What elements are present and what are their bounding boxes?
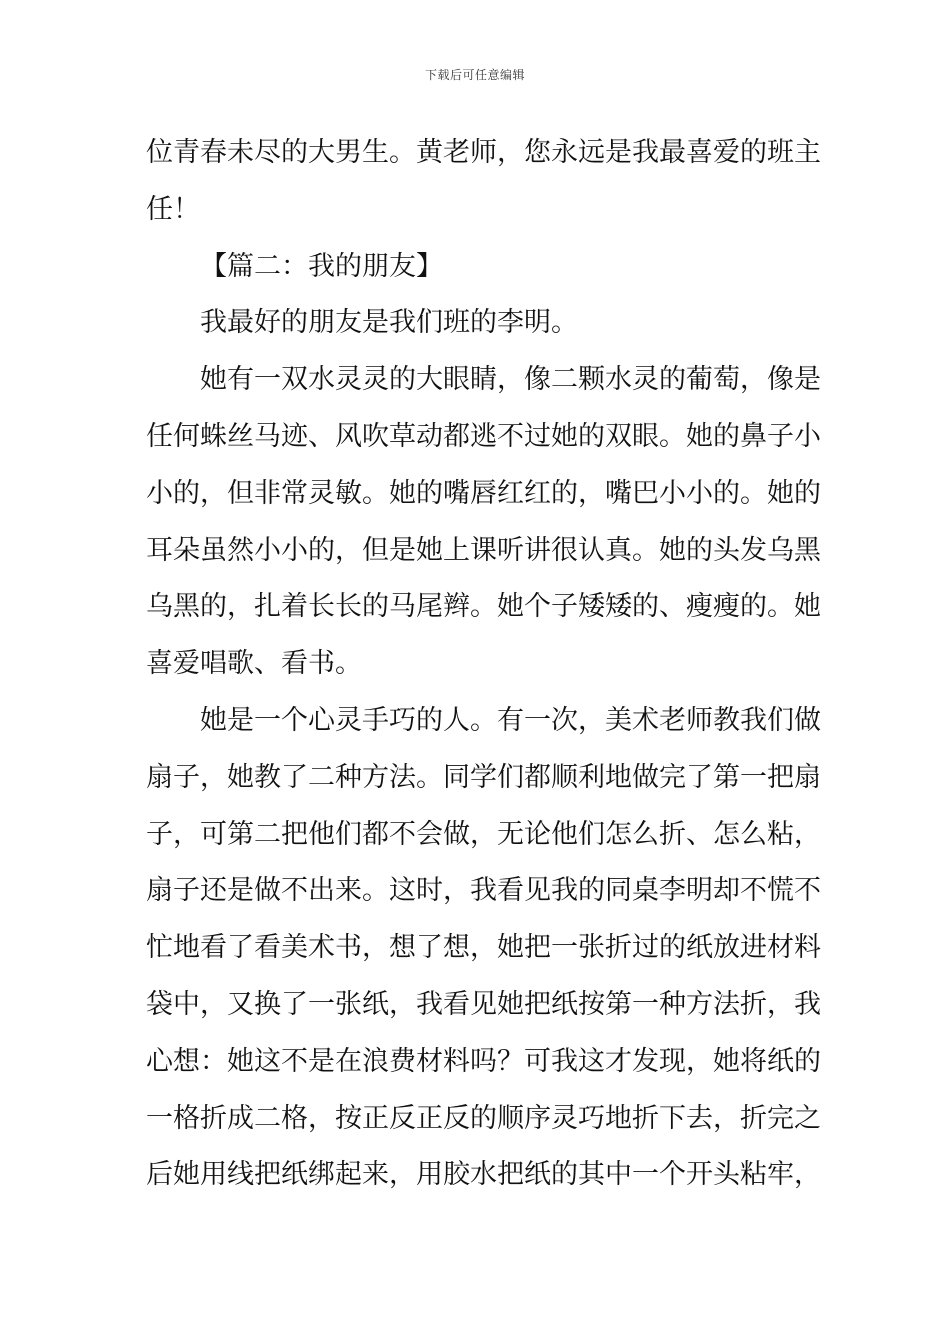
text-line: 耳朵虽然小小的，但是她上课听讲很认真。她的头发乌黑 xyxy=(146,534,821,566)
text-line: 我最好的朋友是我们班的李明。 xyxy=(200,307,578,339)
text-line: 扇子，她教了二种方法。同学们都顺利地做完了第一把扇 xyxy=(146,761,821,793)
text-line: 忙地看了看美术书，想了想，她把一张折过的纸放进材料 xyxy=(146,932,821,964)
text-line: 位青春未尽的大男生。黄老师，您永远是我最喜爱的班主 xyxy=(146,137,821,168)
text-line: 喜爱唱歌、看书。 xyxy=(146,648,362,680)
text-line: 任何蛛丝马迹、风吹草动都逃不过她的双眼。她的鼻子小 xyxy=(146,420,821,452)
text-line: 子，可第二把他们都不会做，无论他们怎么折、怎么粘， xyxy=(146,818,821,850)
text-line: 【篇二：我的朋友】 xyxy=(200,250,443,282)
document-body xyxy=(146,125,821,1204)
text-line: 乌黑的，扎着长长的马尾辫。她个子矮矮的、瘦瘦的。她 xyxy=(146,591,821,623)
text-line: 她有一双水灵灵的大眼睛，像二颗水灵的葡萄，像是 xyxy=(200,364,821,396)
text-line: 一格折成二格，按正反正反的顺序灵巧地折下去，折完之 xyxy=(146,1102,821,1134)
text-line: 心想：她这不是在浪费材料吗？可我这才发现，她将纸的 xyxy=(146,1045,821,1077)
text-line: 袋中，又换了一张纸，我看见她把纸按第一种方法折，我 xyxy=(146,988,821,1020)
text-line: 扇子还是做不出来。这时，我看见我的同桌李明却不慌不 xyxy=(146,875,821,907)
text-line: 后她用线把纸绑起来，用胶水把纸的其中一个开头粘牢， xyxy=(146,1159,821,1191)
text-line: 任！ xyxy=(146,193,200,225)
page-header: 下载后可任意编辑 xyxy=(424,68,525,82)
text-line: 她是一个心灵手巧的人。有一次，美术老师教我们做 xyxy=(200,704,821,736)
text-line: 小的，但非常灵敏。她的嘴唇红红的，嘴巴小小的。她的 xyxy=(146,477,821,509)
